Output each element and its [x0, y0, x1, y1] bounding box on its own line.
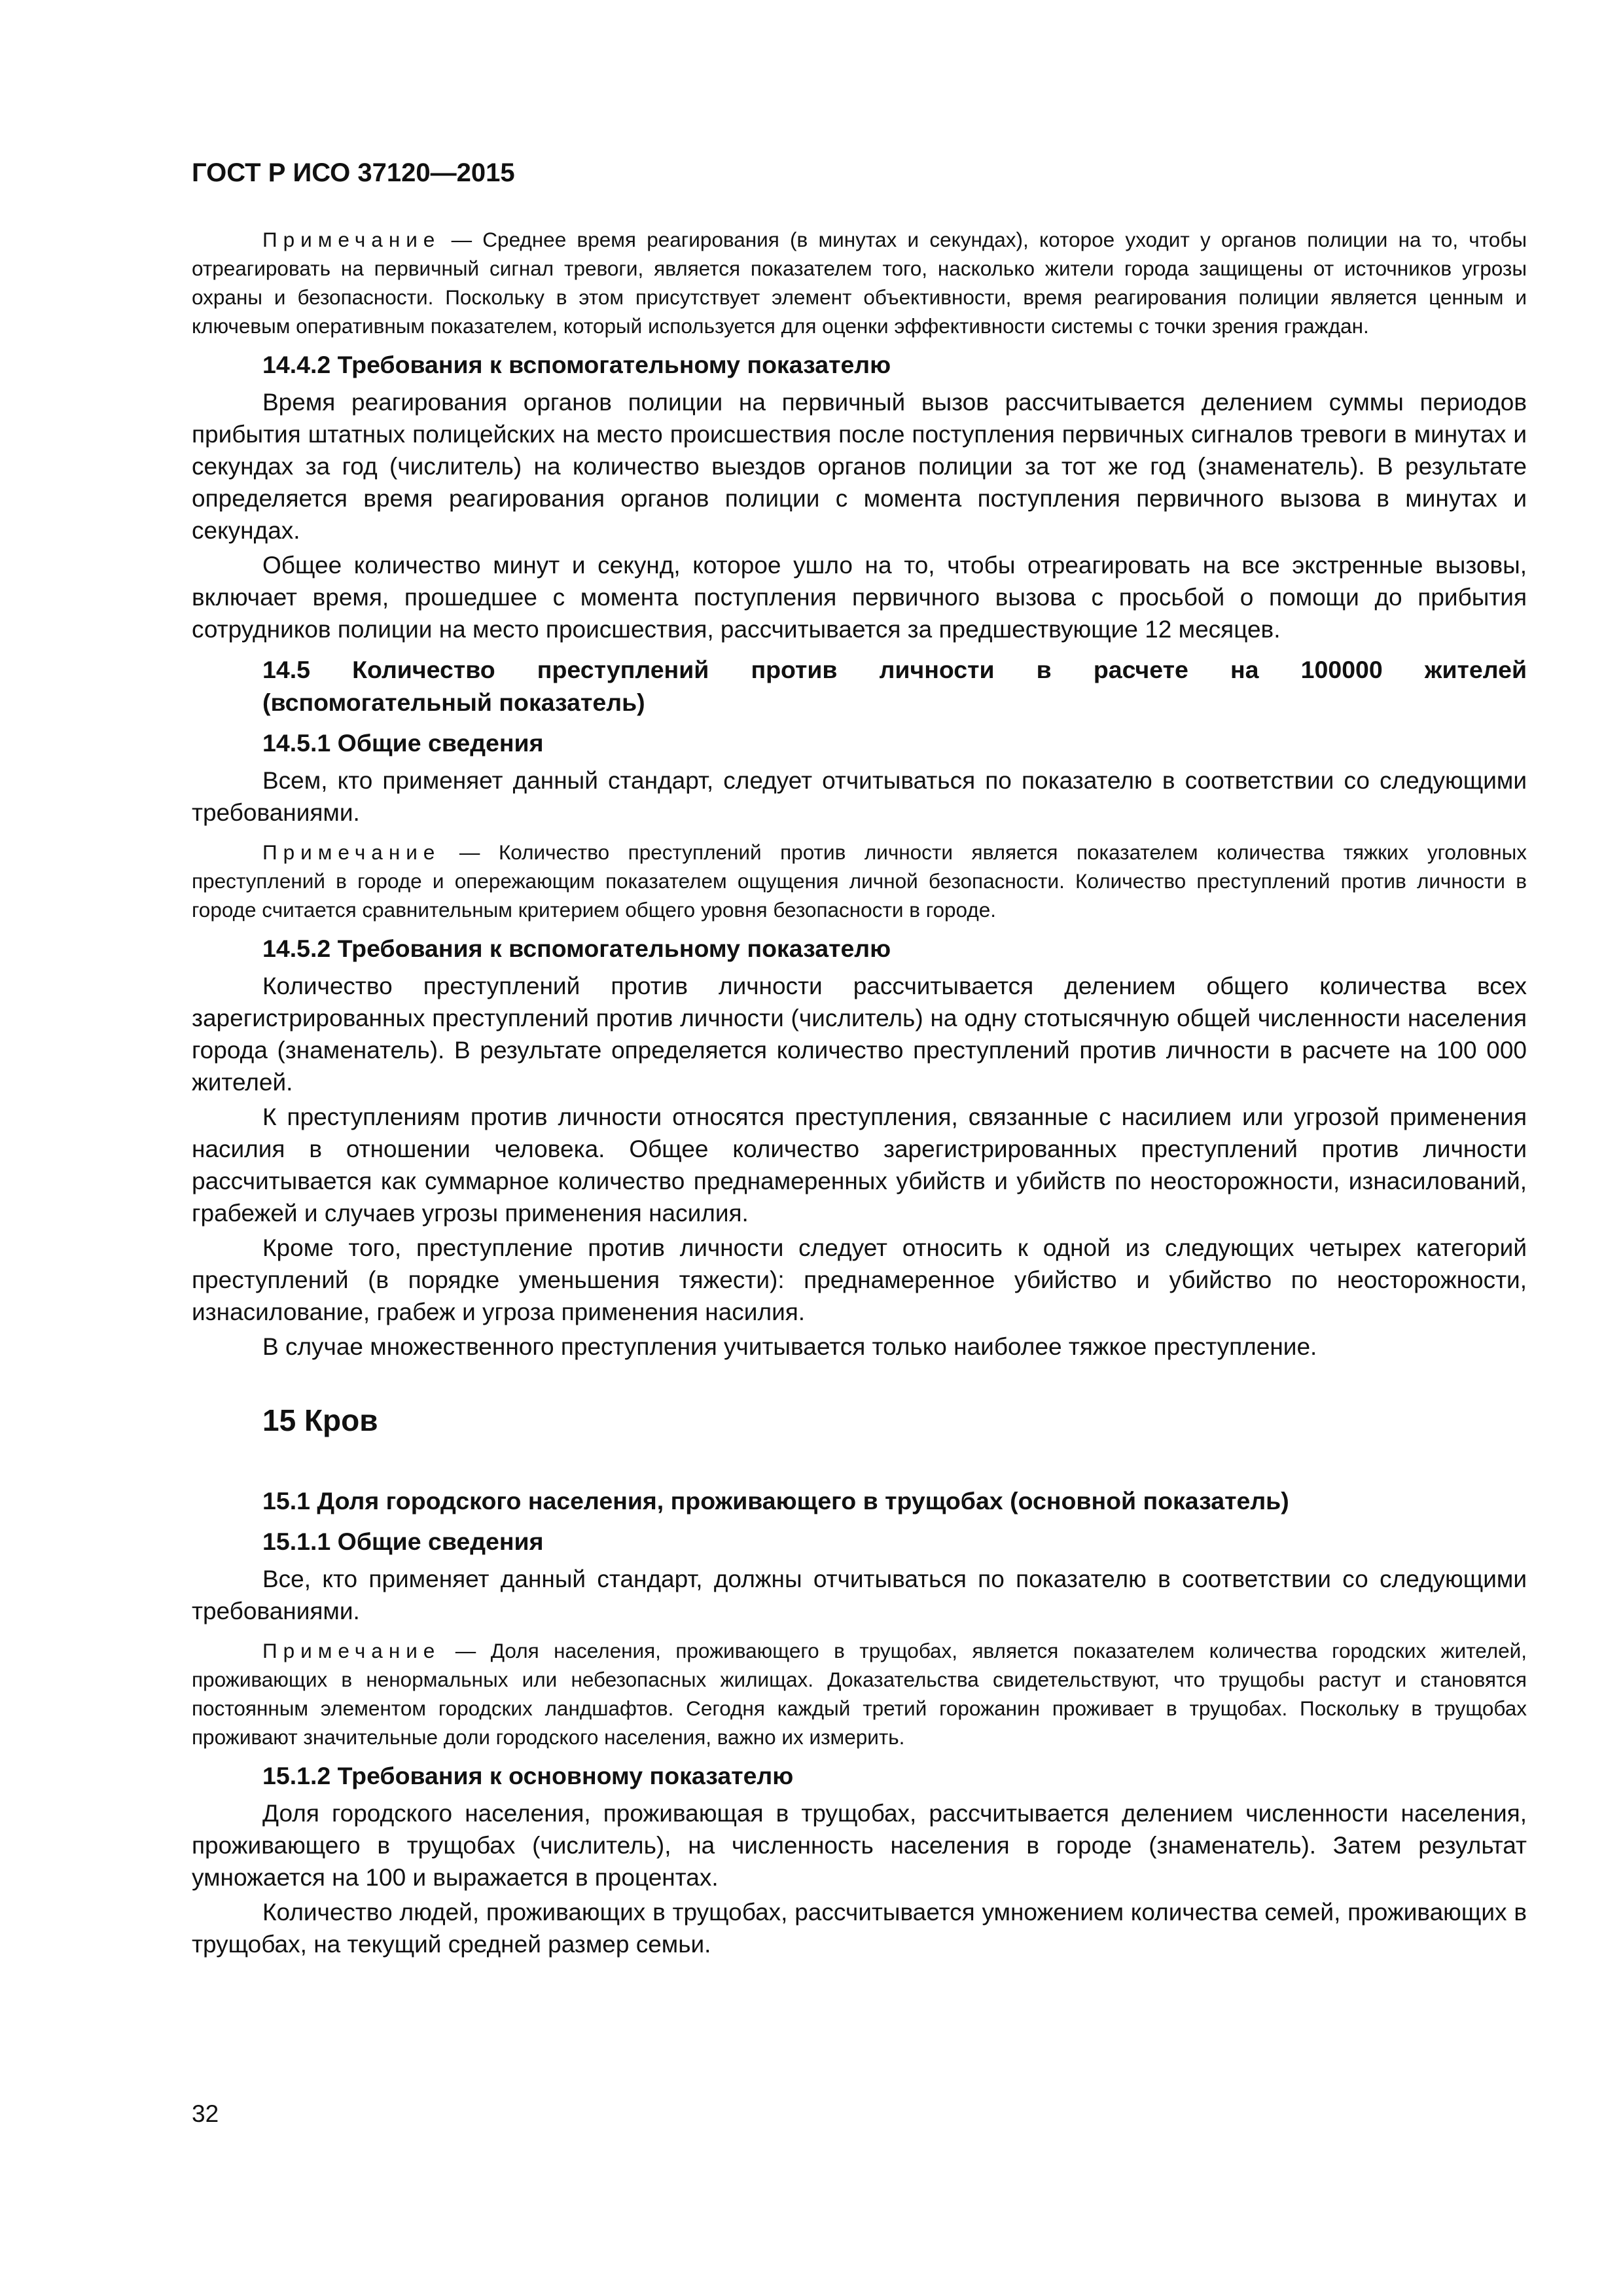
body-paragraph: Общее количество минут и секунд, которое ушло на то, чтобы отреагировать на все экстренные вызовы, включает время, прошедшее с момента поступления первичного вызова с просьбой о помощи до прибытия сотрудников полиции на место происшествия, рассчитывается за предшествующие 12 месяцев. [192, 552, 1527, 643]
section-heading-14-5-continued: (вспомогательный показатель) [262, 689, 645, 716]
page-header-standard-number: ГОСТ Р ИСО 37120—2015 [192, 158, 515, 187]
section-heading-14-5: 14.5 Количество преступлений против личности в расчете на 100000 жителей [262, 656, 1527, 683]
body-paragraph: Всем, кто применяет данный стандарт, следует отчитываться по показателю в соответствии со следующими требованиями. [192, 767, 1527, 826]
note-paragraph [192, 1636, 1527, 1751]
section-heading-14-5-1: 14.5.1 Общие сведения [262, 729, 544, 757]
note-text: — Доля населения, проживающего в трущобах, является показателем количества городских жителей, проживающих в ненормальных или небезопасных жилищах. Доказательства свидетельствуют, что трущобы растут и становятся постоянным элементом городских ландшафтов. Сегодня каждый третий горожанин проживает в трущобах. Поскольку в трущобах проживают значительные доли городского населения, важно их измерить. [192, 1639, 1527, 1749]
body-paragraph: В случае множественного преступления учитывается только наиболее тяжкое преступление. [262, 1333, 1317, 1360]
note-paragraph [192, 838, 1527, 924]
page-number: 32 [192, 2100, 219, 2127]
body-paragraph: Количество людей, проживающих в трущобах, рассчитывается умножением количества семей, проживающих в трущобах, на текущий средней размер семьи. [192, 1899, 1527, 1958]
body-paragraph: К преступлениям против личности относятся преступления, связанные с насилием или угрозой применения насилия в отношении человека. Общее количество зарегистрированных преступлений против личности рассчитывается как суммарное количество преднамеренных убийств и убийств по неосторожности, изнасилований, грабежей и случаев угрозы применения насилия. [192, 1103, 1527, 1227]
document-page [192, 157, 1527, 1963]
body-paragraph: Доля городского населения, проживающая в трущобах, рассчитывается делением численности населения, проживающего в трущобах (числитель), на численность населения в городе (знаменатель). Затем результат умножается на 100 и выражается в процентах. [192, 1800, 1527, 1891]
chapter-heading-15: 15 Кров [262, 1403, 378, 1437]
body-paragraph: Количество преступлений против личности рассчитывается делением общего количества всех зарегистрированных преступлений против личности (числитель) на одну стотысячную общей численности населения города (знаменатель). В результате определяется количество преступлений против личности в расчете на 100 000 жителей. [192, 973, 1527, 1096]
note-text: — Среднее время реагирования (в минутах и секундах), которое уходит у органов полиции на то, чтобы отреагировать на первичный сигнал тревоги, является показателем того, насколько жители города защищены от источников угрозы охраны и безопасности. Поскольку в этом присутствует элемент объективности, время реагирования полиции является ценным и ключевым оперативным показателем, который используется для оценки эффективности системы с точки зрения граждан. [192, 228, 1527, 338]
body-paragraph: Время реагирования органов полиции на первичный вызов рассчитывается делением суммы периодов прибытия штатных полицейских на место происшествия после поступления первичных сигналов тревоги в минутах и секундах за год (числитель) на количество выездов органов полиции за тот же год (знаменатель). В результате определяется время реагирования органов полиции с момента поступления первичного вызова в минутах и секундах. [192, 389, 1527, 544]
section-heading-14-4-2: 14.4.2 Требования к вспомогательному показателю [262, 351, 891, 378]
section-heading-15-1: 15.1 Доля городского населения, проживающего в трущобах (основной показатель) [262, 1487, 1289, 1515]
note-label: Примечание [262, 840, 441, 864]
note-text: — Количество преступлений против личности является показателем количества тяжких уголовных преступлений в городе и опережающим показателем ощущения личной безопасности. Количество преступлений против личности в городе считается сравнительным критерием общего уровня безопасности в городе. [192, 840, 1527, 922]
section-heading-15-1-2: 15.1.2 Требования к основному показателю [262, 1762, 794, 1789]
note-paragraph [192, 225, 1527, 340]
section-heading-14-5-2: 14.5.2 Требования к вспомогательному показателю [262, 935, 891, 962]
section-heading-15-1-1: 15.1.1 Общие сведения [262, 1528, 544, 1555]
note-label: Примечание [262, 228, 441, 251]
body-paragraph: Все, кто применяет данный стандарт, должны отчитываться по показателю в соответствии со следующими требованиями. [192, 1566, 1527, 1624]
body-paragraph: Кроме того, преступление против личности следует относить к одной из следующих четырех категорий преступлений (в порядке уменьшения тяжести): преднамеренное убийство и убийство по неосторожности, изнасилование, грабеж и угроза применения насилия. [192, 1234, 1527, 1325]
note-label: Примечание [262, 1639, 441, 1662]
